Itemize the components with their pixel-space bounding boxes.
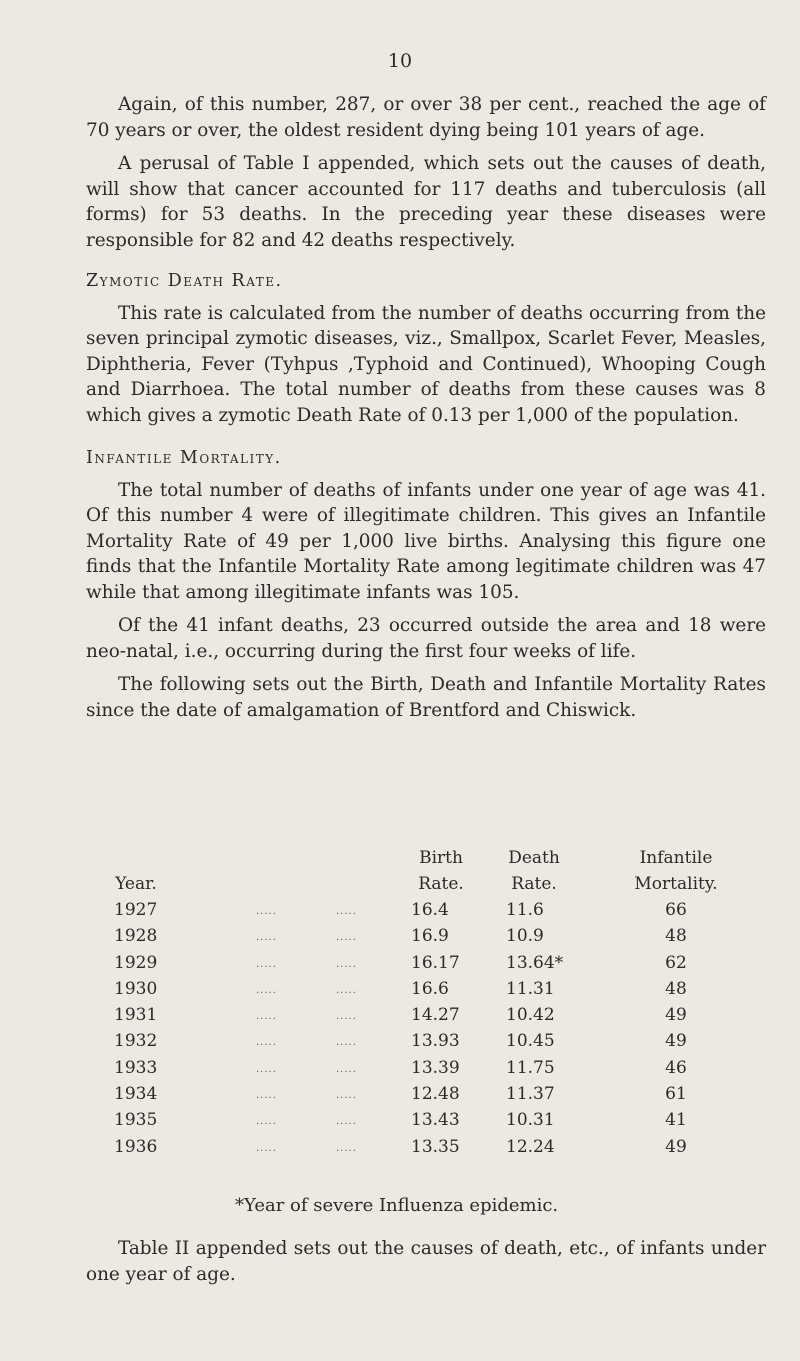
year-cell: 1935 (114, 1110, 158, 1131)
table-row (86, 1028, 766, 1054)
paragraph-rates-intro: The following sets out the Birth, Death and Infantile Mortality Rates since the date of amalgamation of Brentford and Chiswick. (86, 674, 766, 721)
year-cell: 1928 (114, 926, 158, 947)
year-cell: 1930 (114, 978, 158, 999)
table-row (86, 1055, 766, 1081)
year-cell: 1932 (114, 1031, 158, 1052)
table-row (86, 1107, 766, 1133)
paragraph-table-ii: Table II appended sets out the causes of death, etc., of infants under one year of age. (86, 1238, 766, 1285)
rates-table (86, 845, 766, 1160)
table-row (86, 923, 766, 949)
heading-zymotic-death-rate: Zymotic Death Rate. (86, 271, 283, 291)
leader-dots: ..... (256, 1116, 277, 1128)
leader-dots: ..... (336, 1090, 357, 1102)
footnote: *Year of severe Influenza epidemic. (235, 1195, 559, 1216)
leader-dots: ..... (256, 1063, 277, 1075)
year-cell: 1934 (114, 1084, 158, 1105)
leader-dots: ..... (336, 1142, 357, 1154)
death-rate-cell: 11.75 (506, 1057, 555, 1078)
leader-dots: ..... (256, 958, 277, 970)
infantile-mortality-cell: 49 (665, 1136, 687, 1157)
year-cell: 1936 (114, 1136, 158, 1157)
death-rate-cell: 11.31 (506, 978, 555, 999)
birth-rate-cell: 12.48 (411, 1084, 460, 1105)
year-cell: 1933 (114, 1057, 158, 1078)
leader-dots: ..... (256, 1142, 277, 1154)
birth-rate-cell: 13.35 (411, 1136, 460, 1157)
page-number: 10 (387, 50, 413, 72)
leader-dots: ..... (256, 1011, 277, 1023)
infantile-mortality-cell: 46 (665, 1057, 687, 1078)
header-infantile: Infantile Mortality. (634, 848, 718, 894)
leader-dots: ..... (336, 1063, 357, 1075)
birth-rate-cell: 16.9 (411, 926, 449, 947)
infantile-mortality-cell: 41 (665, 1110, 687, 1131)
birth-rate-cell: 14.27 (411, 1005, 460, 1026)
birth-rate-cell: 16.6 (411, 978, 449, 999)
table-row (86, 1134, 766, 1160)
infantile-mortality-cell: 48 (665, 926, 687, 947)
leader-dots: ..... (256, 1090, 277, 1102)
death-rate-cell: 10.45 (506, 1031, 555, 1052)
infantile-mortality-cell: 66 (665, 900, 687, 920)
header-year: Year. (115, 874, 157, 894)
leader-dots: ..... (336, 1116, 357, 1128)
table-row (86, 897, 766, 923)
table-row (86, 950, 766, 976)
birth-rate-cell: 13.93 (411, 1031, 460, 1052)
death-rate-cell: 11.37 (506, 1084, 555, 1105)
leader-dots: ..... (336, 984, 357, 996)
birth-rate-cell: 13.43 (411, 1110, 460, 1131)
leader-dots: ..... (256, 984, 277, 996)
table-row (86, 1002, 766, 1028)
birth-rate-cell: 16.17 (411, 952, 460, 973)
death-rate-cell: 11.6 (506, 900, 544, 920)
table-row (86, 1081, 766, 1107)
header-death: Death Rate. (508, 848, 560, 894)
leader-dots: ..... (336, 1011, 357, 1023)
death-rate-cell: 10.31 (506, 1110, 555, 1131)
header-birth: Birth Rate. (418, 848, 464, 894)
death-rate-cell: 10.9 (506, 926, 544, 947)
death-rate-cell: 13.64* (506, 952, 564, 973)
paragraph-infant-deaths: The total number of deaths of infants under one year of age was 41. Of this number 4 were of illegitimate children. This gives an Infantile Mortality Rate of 49 per 1,000 live births. Analysing this figure one finds that the Infantile Mortality Rate among legitimate children was 47 while that among illegitimate infants was 105. (86, 479, 766, 603)
leader-dots: ..... (256, 1037, 277, 1049)
leader-dots: ..... (256, 932, 277, 944)
paragraph-zymotic: This rate is calculated from the number of deaths occurring from the seven principal zymotic diseases, viz., Smallpox, Scarlet Fever, Measles, Diphtheria, Fever (Tyhpus ,Typhoid and Continued), Whooping Cough and Diarrhoea. The total number of deaths from these causes was 8 which gives a zymotic Death Rate of 0.13 per 1,000 of the population. (86, 302, 766, 426)
infantile-mortality-cell: 62 (665, 952, 687, 973)
infantile-mortality-cell: 49 (665, 1005, 687, 1026)
leader-dots: ..... (336, 906, 357, 917)
year-cell: 1929 (114, 952, 158, 973)
infantile-mortality-cell: 48 (665, 978, 687, 999)
birth-rate-cell: 13.39 (411, 1057, 460, 1078)
leader-dots: ..... (336, 932, 357, 944)
heading-infantile-mortality: Infantile Mortality. (86, 448, 282, 468)
infantile-mortality-cell: 49 (665, 1031, 687, 1052)
paragraph-neo-natal: Of the 41 infant deaths, 23 occurred outside the area and 18 were neo-natal, i.e., occurring during the first four weeks of life. (86, 615, 766, 662)
leader-dots: ..... (256, 906, 277, 917)
birth-rate-cell: 16.4 (411, 900, 449, 920)
year-cell: 1931 (114, 1005, 158, 1026)
table-row (86, 976, 766, 1002)
year-cell: 1927 (114, 900, 158, 920)
death-rate-cell: 12.24 (506, 1136, 555, 1157)
death-rate-cell: 10.42 (506, 1005, 555, 1026)
leader-dots: ..... (336, 1037, 357, 1049)
infantile-mortality-cell: 61 (665, 1084, 687, 1105)
table-body (86, 897, 766, 1160)
paragraph-age: Again, of this number, 287, or over 38 per cent., reached the age of 70 years or over, the oldest resident dying being 101 years of age. (86, 94, 766, 141)
text-block-top (86, 92, 766, 723)
text-block-bottom (86, 1236, 766, 1287)
paragraph-causes: A perusal of Table I appended, which sets out the causes of death, will show that cancer accounted for 117 deaths and tuberculosis (all forms) for 53 deaths. In the preceding year these diseases were responsible for 82 and 42 deaths respectively. (86, 153, 766, 251)
table-header (86, 845, 766, 897)
leader-dots: ..... (336, 958, 357, 970)
